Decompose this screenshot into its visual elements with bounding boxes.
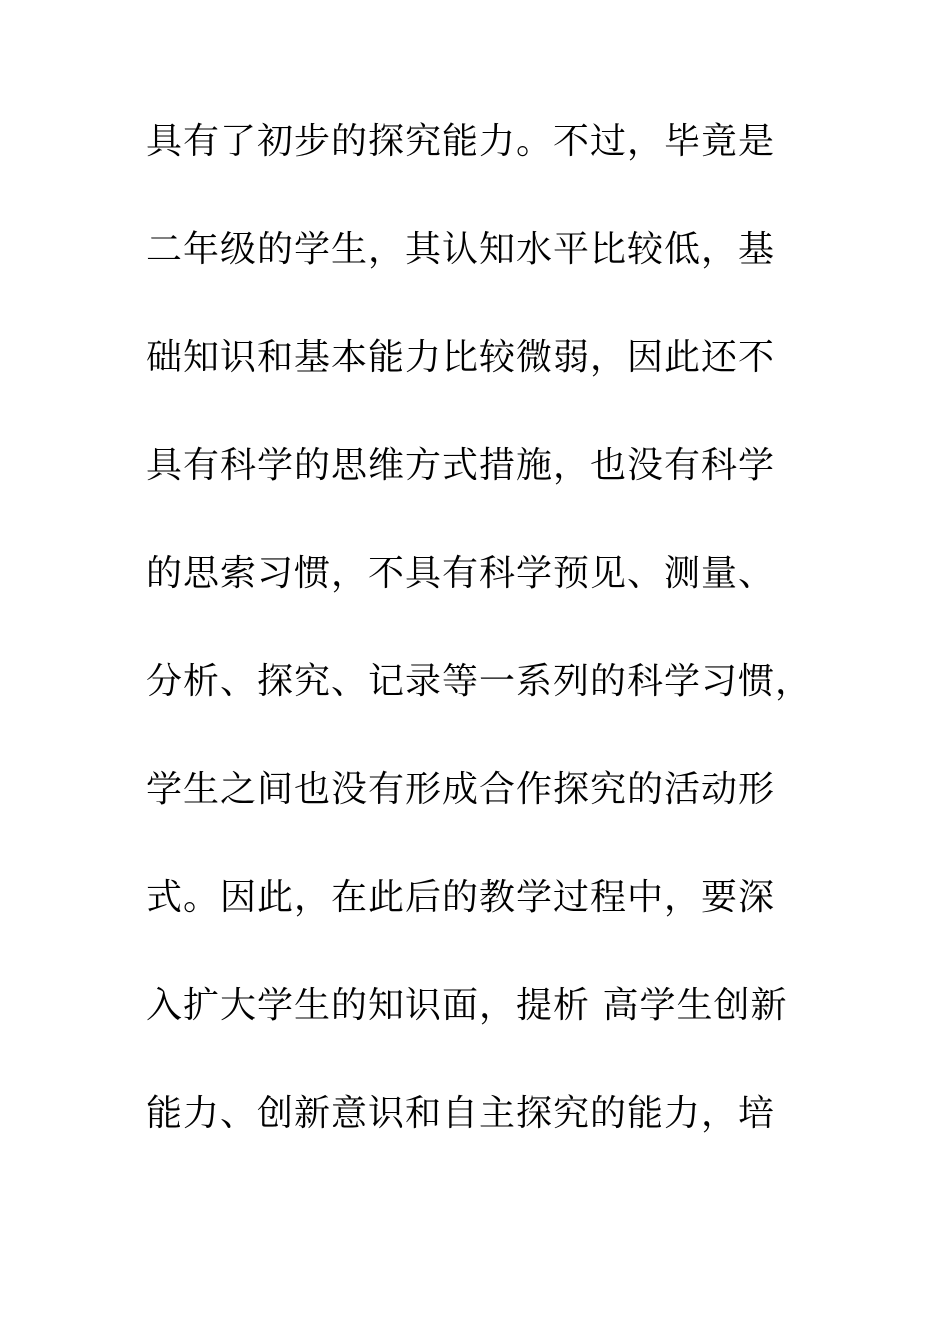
text-line-6: 分析、探究、记录等一系列的科学习惯，	[146, 661, 813, 702]
text-line-8: 式。因此，在此后的教学过程中，要深	[146, 877, 776, 918]
text-line-4: 具有科学的思维方式措施，也没有科学	[146, 445, 776, 486]
text-line-7: 学生之间也没有形成合作探究的活动形	[146, 769, 776, 810]
text-line-9: 入扩大学生的知识面，提析 高学生创新	[146, 985, 788, 1026]
text-line-1: 具有了初步的探究能力。不过，毕竟是	[146, 121, 776, 162]
text-line-3: 础知识和基本能力比较微弱，因此还不	[146, 337, 776, 378]
text-line-10: 能力、创新意识和自主探究的能力，培	[146, 1093, 776, 1134]
body-text	[146, 121, 866, 1204]
text-line-5: 的思索习惯，不具有科学预见、测量、	[146, 553, 776, 594]
text-line-2: 二年级的学生，其认知水平比较低，基	[146, 229, 776, 270]
